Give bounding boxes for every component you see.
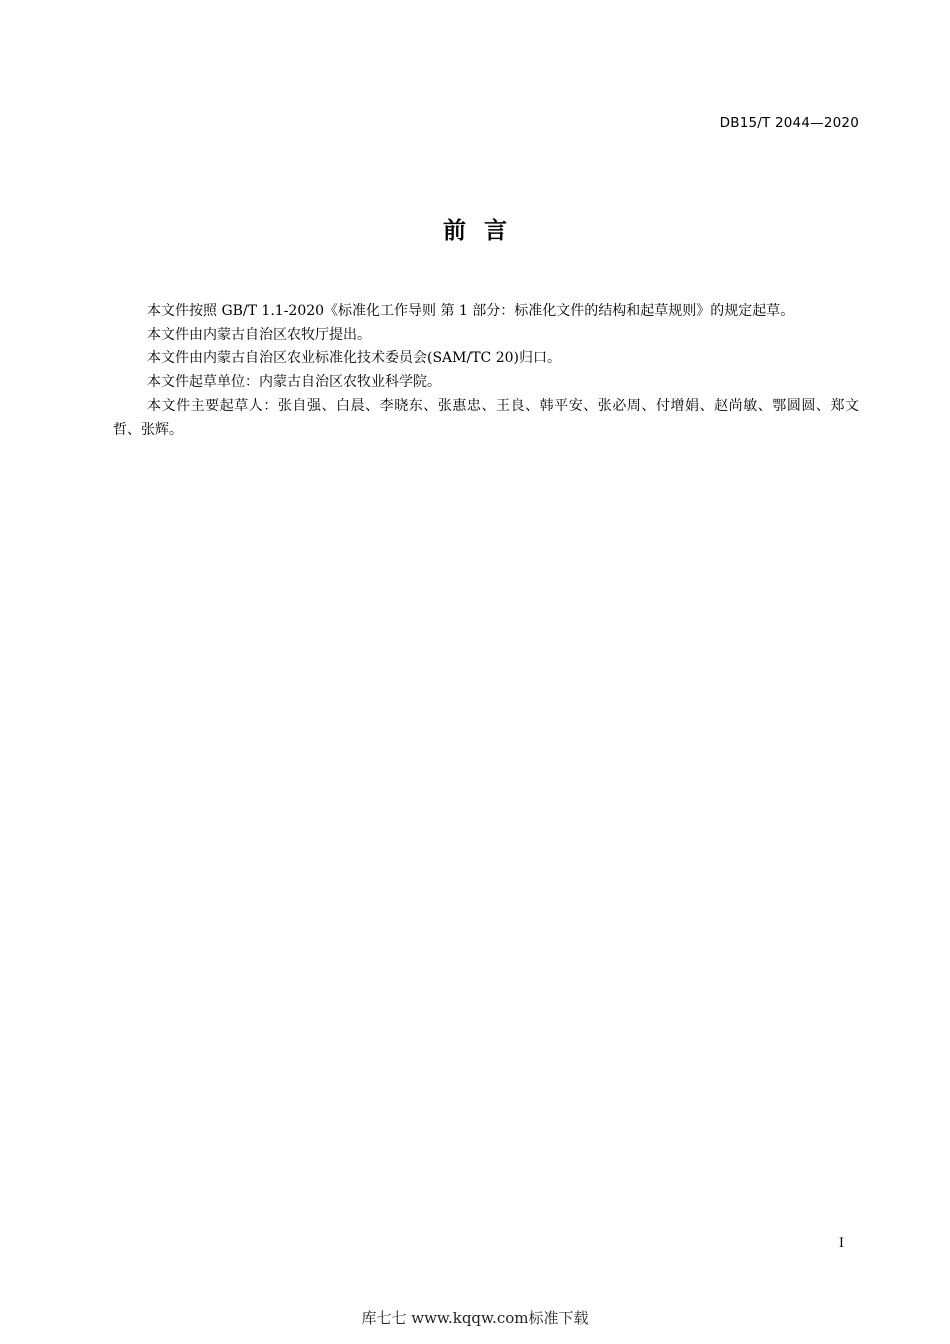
paragraph-committee: 本文件由内蒙古自治区农业标准化技术委员会(SAM/TC 20)归口。 — [147, 350, 561, 367]
paragraph-proposer: 本文件由内蒙古自治区农牧厅提出。 — [147, 326, 371, 343]
paragraph-drafting-rules: 本文件按照 GB/T 1.1-2020《标准化工作导则 第 1 部分：标准化文件的结构和起草规则》的规定起草。 — [147, 303, 795, 319]
page-title: 前言 — [443, 218, 525, 244]
document-code: DB15/T 2044—2020 — [719, 115, 859, 131]
foreword-body — [113, 300, 859, 442]
paragraph-drafters: 本文件主要起草人：张自强、白晨、李晓东、张惠忠、王良、韩平安、张必周、付增娟、赵尚敏、鄂圆圆、郑文哲、张辉。 — [113, 397, 859, 438]
watermark: 库七七 www.kqqw.com标准下载 — [361, 1309, 589, 1327]
paragraph-drafting-unit: 本文件起草单位：内蒙古自治区农牧业科学院。 — [147, 374, 441, 391]
page-number: I — [838, 1236, 844, 1251]
